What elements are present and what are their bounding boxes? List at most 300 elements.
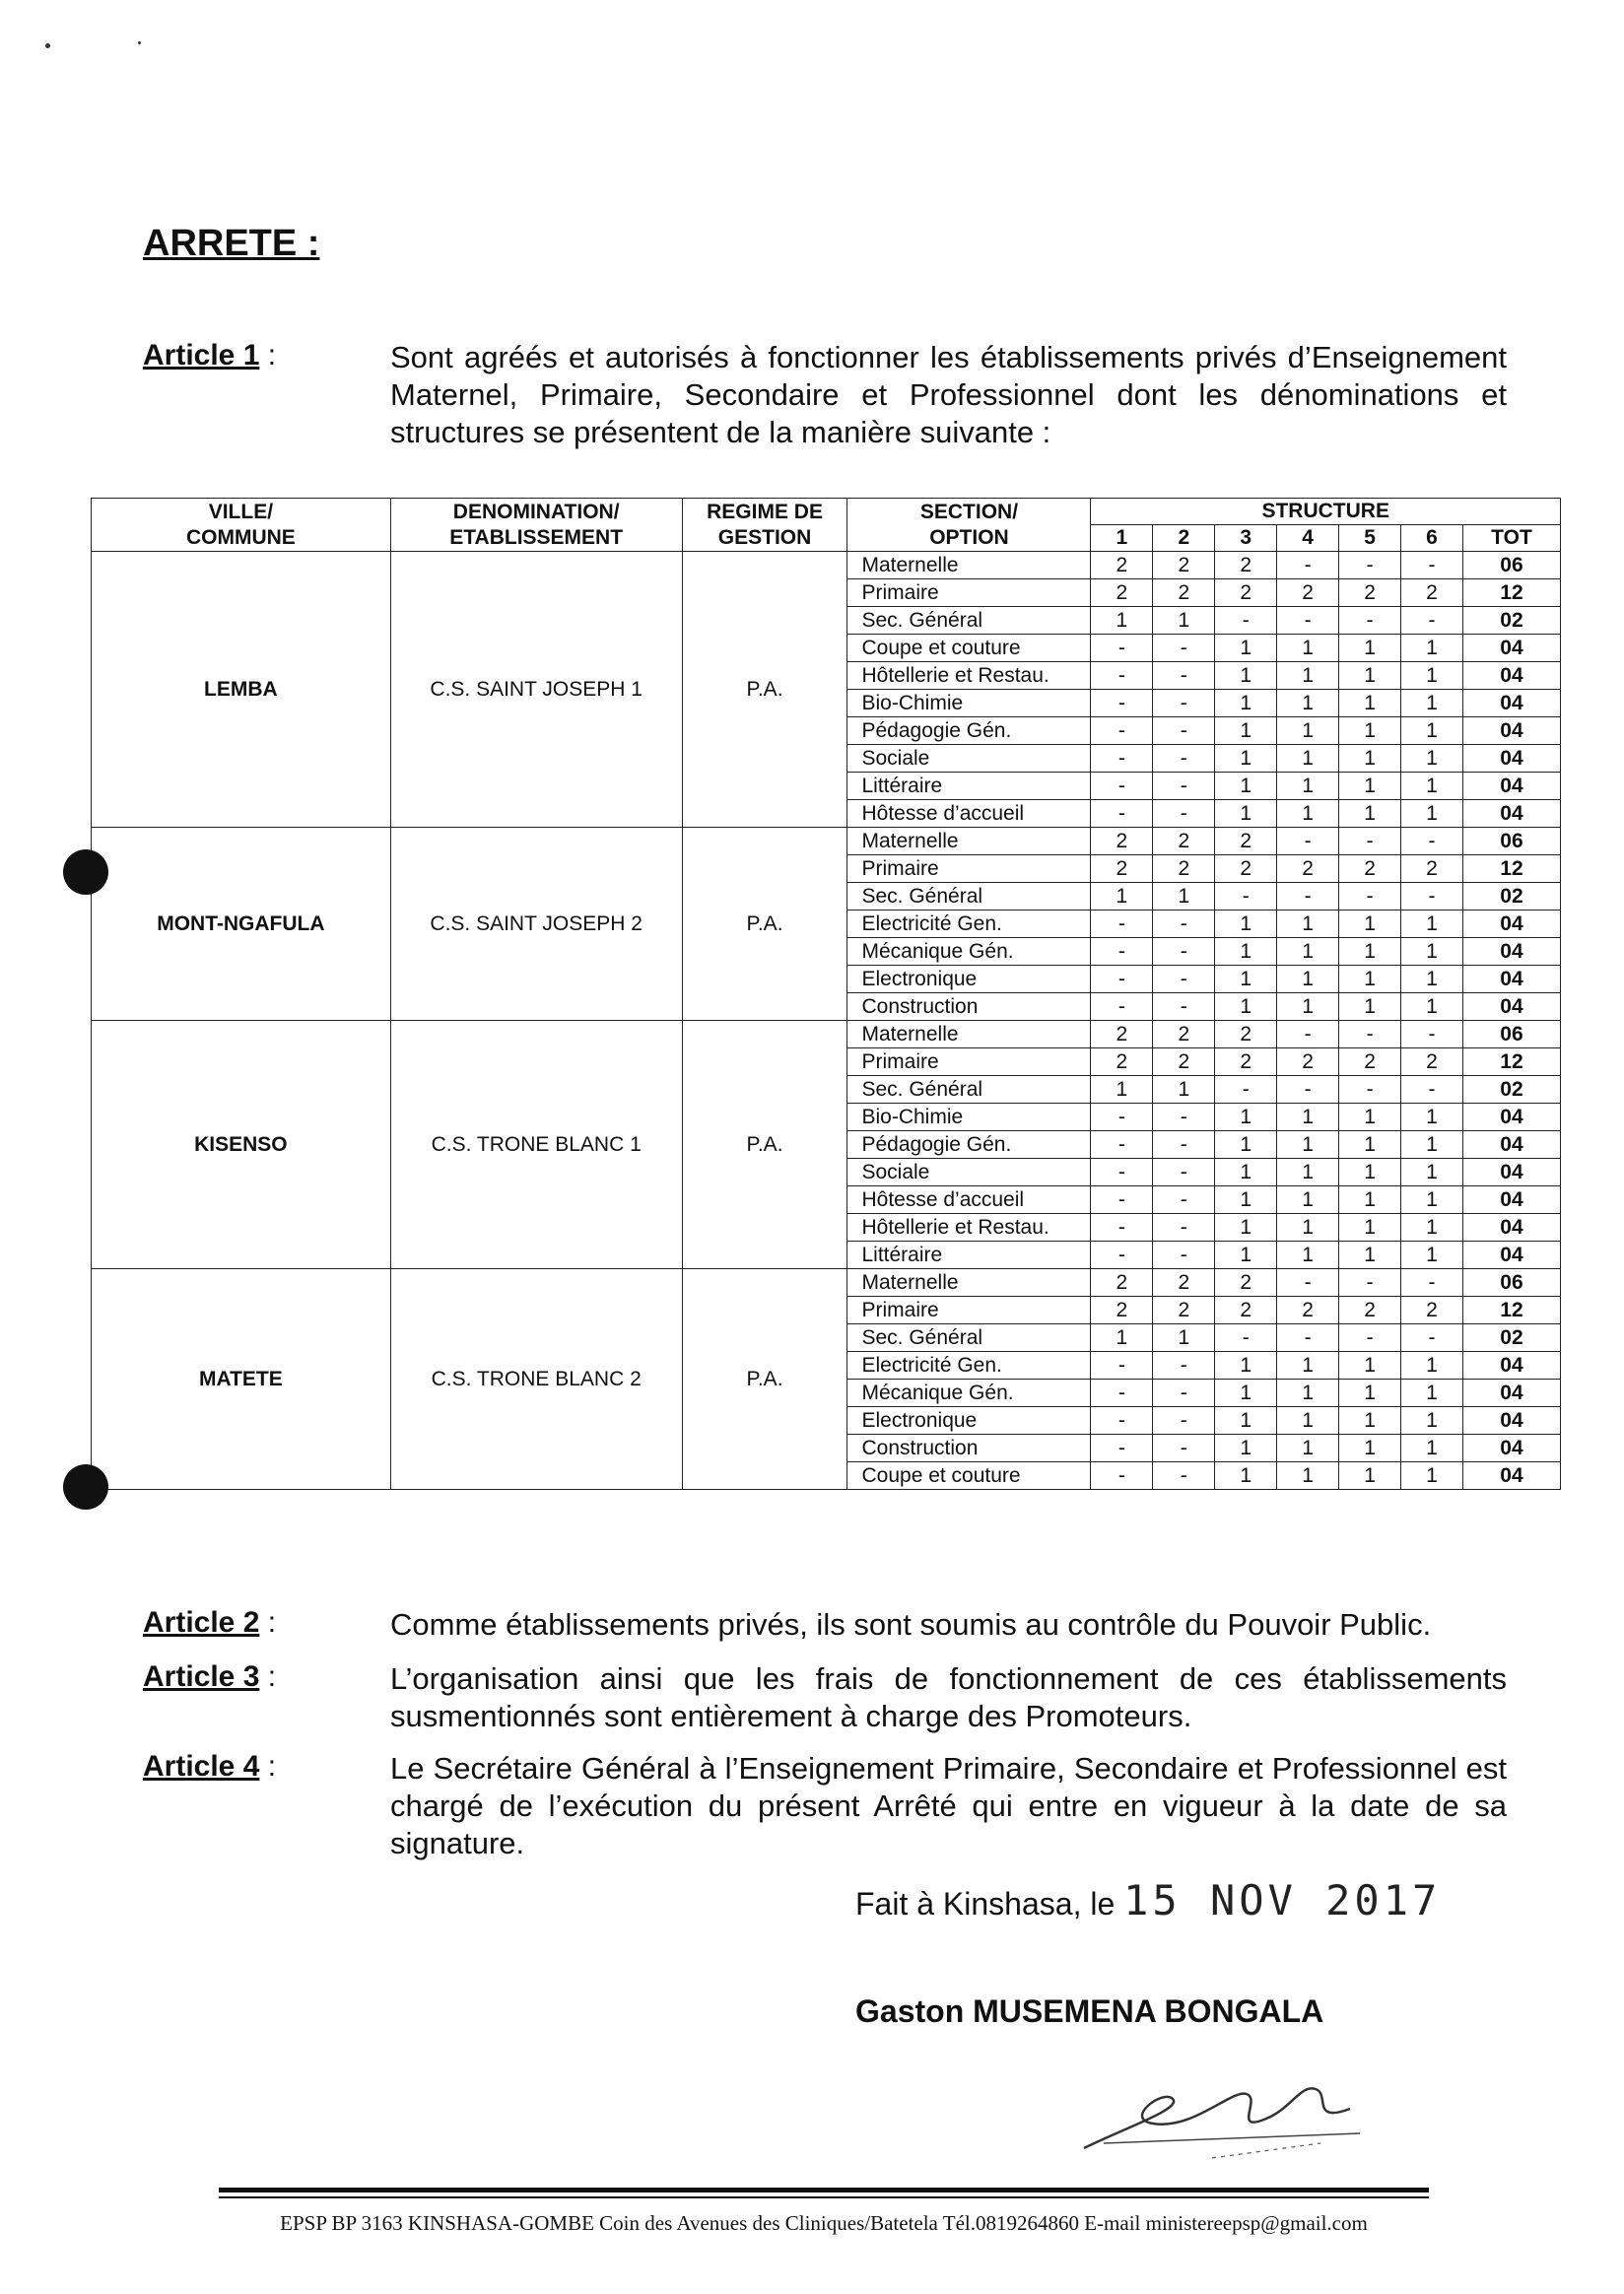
section-cell: Hôtesse d’accueil <box>847 1186 1091 1214</box>
section-cell: Construction <box>847 1435 1091 1462</box>
structure-cell: - <box>1153 745 1215 773</box>
structure-cell: - <box>1091 1186 1153 1214</box>
section-cell: Hôtesse d’accueil <box>847 800 1091 828</box>
structure-cell: 1 <box>1339 1435 1401 1462</box>
table-row <box>92 552 1561 579</box>
structure-cell: - <box>1339 828 1401 855</box>
structure-cell: 2 <box>1153 1048 1215 1076</box>
structure-cell: - <box>1153 938 1215 966</box>
structure-cell: 1 <box>1401 745 1463 773</box>
total-cell: 04 <box>1462 1242 1560 1269</box>
total-cell: 12 <box>1462 1048 1560 1076</box>
structure-cell: 2 <box>1153 855 1215 883</box>
scan-speck <box>45 43 50 48</box>
structure-cell: - <box>1091 745 1153 773</box>
structure-cell: 1 <box>1215 1380 1277 1407</box>
structure-cell: 1 <box>1401 1352 1463 1380</box>
structure-cell: 2 <box>1091 1048 1153 1076</box>
structure-cell: - <box>1339 607 1401 635</box>
structure-cell: - <box>1091 993 1153 1021</box>
structure-cell: - <box>1153 717 1215 745</box>
structure-cell: 2 <box>1215 1269 1277 1297</box>
section-cell: Hôtellerie et Restau. <box>847 662 1091 690</box>
structure-cell: 1 <box>1277 1380 1339 1407</box>
total-cell: 12 <box>1462 1297 1560 1324</box>
structure-cell: 1 <box>1277 966 1339 993</box>
structure-cell: 1 <box>1401 993 1463 1021</box>
section-cell: Maternelle <box>847 1269 1091 1297</box>
structure-cell: 1 <box>1215 1214 1277 1242</box>
structure-cell: 2 <box>1401 1297 1463 1324</box>
structure-cell: 2 <box>1153 579 1215 607</box>
ville-cell: KISENSO <box>92 1021 391 1269</box>
article-2-text: Comme établissements privés, ils sont soumis au contrôle du Pouvoir Public. <box>390 1607 1432 1642</box>
structure-cell: 2 <box>1277 855 1339 883</box>
structure-cell: 1 <box>1401 1104 1463 1131</box>
total-cell: 12 <box>1462 855 1560 883</box>
structure-cell: - <box>1091 1407 1153 1435</box>
section-cell: Bio-Chimie <box>847 690 1091 717</box>
structure-cell: 1 <box>1277 690 1339 717</box>
ville-cell: MATETE <box>92 1269 391 1490</box>
structure-cell: 1 <box>1339 1462 1401 1490</box>
structure-cell: - <box>1277 883 1339 911</box>
total-cell: 04 <box>1462 773 1560 800</box>
structure-cell: 2 <box>1153 552 1215 579</box>
header-section: SECTION/ OPTION <box>847 499 1091 552</box>
structure-cell: 2 <box>1401 855 1463 883</box>
structure-cell: 1 <box>1401 717 1463 745</box>
structure-cell: 1 <box>1091 883 1153 911</box>
article-2-label: Article 2 : <box>143 1606 277 1639</box>
structure-cell: - <box>1091 773 1153 800</box>
structure-cell: 1 <box>1401 1186 1463 1214</box>
total-cell: 04 <box>1462 717 1560 745</box>
structure-cell: 1 <box>1215 1407 1277 1435</box>
structure-cell: 1 <box>1215 800 1277 828</box>
total-cell: 04 <box>1462 911 1560 938</box>
structure-cell: 1 <box>1215 1242 1277 1269</box>
section-cell: Maternelle <box>847 828 1091 855</box>
structure-cell: - <box>1153 1131 1215 1159</box>
structure-cell: 1 <box>1215 1435 1277 1462</box>
structure-cell: 2 <box>1091 828 1153 855</box>
total-cell: 04 <box>1462 938 1560 966</box>
structure-cell: 1 <box>1277 635 1339 662</box>
structure-cell: - <box>1091 690 1153 717</box>
structure-cell: - <box>1277 1269 1339 1297</box>
article-3-text: L’organisation ainsi que les frais de fonctionnement de ces établissements susmentionnés sont entièrement à charge des Promoteurs. <box>390 1661 1507 1733</box>
structure-cell: 2 <box>1091 1297 1153 1324</box>
structure-cell: 1 <box>1339 745 1401 773</box>
structure-cell: - <box>1091 662 1153 690</box>
date-stamp: 15 NOV 2017 <box>1123 1876 1442 1924</box>
structure-cell: - <box>1401 1021 1463 1048</box>
ville-cell: LEMBA <box>92 552 391 828</box>
section-cell: Mécanique Gén. <box>847 1380 1091 1407</box>
place-and-date <box>855 1876 1441 1924</box>
header-col-6: 6 <box>1401 525 1463 552</box>
structure-cell: 1 <box>1277 938 1339 966</box>
section-cell: Mécanique Gén. <box>847 938 1091 966</box>
total-cell: 02 <box>1462 883 1560 911</box>
structure-cell: 2 <box>1339 1048 1401 1076</box>
table-row <box>92 828 1561 855</box>
structure-cell: - <box>1091 1380 1153 1407</box>
structure-cell: - <box>1153 966 1215 993</box>
structure-cell: - <box>1153 1380 1215 1407</box>
structure-cell: - <box>1091 717 1153 745</box>
section-cell: Coupe et couture <box>847 635 1091 662</box>
total-cell: 04 <box>1462 1407 1560 1435</box>
section-cell: Sociale <box>847 745 1091 773</box>
total-cell: 04 <box>1462 1462 1560 1490</box>
denomination-cell: C.S. TRONE BLANC 2 <box>390 1269 682 1490</box>
structure-cell: 1 <box>1215 1462 1277 1490</box>
total-cell: 06 <box>1462 828 1560 855</box>
structure-cell: - <box>1153 690 1215 717</box>
structure-cell: 1 <box>1277 773 1339 800</box>
article-1-label: Article 1 : <box>143 339 277 371</box>
binder-hole <box>63 849 108 895</box>
structure-cell: - <box>1339 1021 1401 1048</box>
structure-cell: - <box>1277 1076 1339 1104</box>
structure-cell: - <box>1339 552 1401 579</box>
structure-cell: - <box>1215 607 1277 635</box>
structure-cell: 2 <box>1091 552 1153 579</box>
structure-cell: 1 <box>1401 938 1463 966</box>
structure-cell: - <box>1153 1104 1215 1131</box>
structure-cell: - <box>1091 938 1153 966</box>
total-cell: 04 <box>1462 635 1560 662</box>
structure-cell: 2 <box>1153 828 1215 855</box>
header-regime: REGIME DE GESTION <box>682 499 847 552</box>
total-cell: 04 <box>1462 1131 1560 1159</box>
section-cell: Sec. Général <box>847 1076 1091 1104</box>
article-1-text: Sont agréés et autorisés à fonctionner les établissements privés d’Enseignement Maternel, Primaire, Secondaire et Professionnel dont les dénominations et structures se présentent de la manière suivante : <box>390 340 1507 449</box>
structure-cell: - <box>1215 883 1277 911</box>
header-col-3: 3 <box>1215 525 1277 552</box>
structure-cell: 1 <box>1401 1159 1463 1186</box>
structure-cell: - <box>1153 1462 1215 1490</box>
regime-cell: P.A. <box>682 1021 847 1269</box>
total-cell: 04 <box>1462 1186 1560 1214</box>
structure-cell: 2 <box>1153 1021 1215 1048</box>
section-cell: Electronique <box>847 1407 1091 1435</box>
structure-cell: 1 <box>1277 1159 1339 1186</box>
section-cell: Electronique <box>847 966 1091 993</box>
structure-cell: 2 <box>1215 828 1277 855</box>
structure-cell: - <box>1153 1214 1215 1242</box>
structure-cell: - <box>1153 911 1215 938</box>
structure-cell: - <box>1153 1159 1215 1186</box>
structure-cell: 1 <box>1215 1131 1277 1159</box>
ville-cell: MONT-NGAFULA <box>92 828 391 1021</box>
section-cell: Maternelle <box>847 1021 1091 1048</box>
structure-cell: 2 <box>1091 1269 1153 1297</box>
structure-cell: - <box>1339 1324 1401 1352</box>
structure-cell: - <box>1091 1159 1153 1186</box>
regime-cell: P.A. <box>682 1269 847 1490</box>
structure-cell: 1 <box>1215 1352 1277 1380</box>
section-cell: Primaire <box>847 1297 1091 1324</box>
place-text: Fait à Kinshasa, le <box>855 1886 1116 1922</box>
header-col-4: 4 <box>1277 525 1339 552</box>
total-cell: 02 <box>1462 1076 1560 1104</box>
structure-cell: 2 <box>1091 579 1153 607</box>
structure-cell: - <box>1401 883 1463 911</box>
total-cell: 06 <box>1462 552 1560 579</box>
structure-cell: 1 <box>1339 1407 1401 1435</box>
structure-cell: 1 <box>1277 1214 1339 1242</box>
structure-cell: 1 <box>1277 662 1339 690</box>
table-row <box>92 1269 1561 1297</box>
structure-cell: 2 <box>1277 1297 1339 1324</box>
structure-cell: 1 <box>1277 1242 1339 1269</box>
structure-cell: 1 <box>1339 690 1401 717</box>
structure-cell: 2 <box>1277 1048 1339 1076</box>
structure-cell: 1 <box>1153 1324 1215 1352</box>
article-4-label: Article 4 : <box>143 1750 277 1783</box>
footer-rule <box>219 2196 1429 2198</box>
structure-cell: 1 <box>1401 773 1463 800</box>
signer-name: Gaston MUSEMENA BONGALA <box>855 1993 1324 2029</box>
structure-cell: 2 <box>1401 579 1463 607</box>
structure-cell: 1 <box>1091 1076 1153 1104</box>
total-cell: 06 <box>1462 1269 1560 1297</box>
total-cell: 02 <box>1462 607 1560 635</box>
structure-cell: - <box>1215 1324 1277 1352</box>
denomination-cell: C.S. SAINT JOSEPH 2 <box>390 828 682 1021</box>
structure-cell: 2 <box>1339 1297 1401 1324</box>
total-cell: 12 <box>1462 579 1560 607</box>
structure-cell: 1 <box>1277 1462 1339 1490</box>
structure-cell: 1 <box>1401 1380 1463 1407</box>
section-cell: Coupe et couture <box>847 1462 1091 1490</box>
regime-cell: P.A. <box>682 552 847 828</box>
structure-cell: 1 <box>1401 1435 1463 1462</box>
structure-cell: 1 <box>1401 635 1463 662</box>
structure-cell: - <box>1091 1214 1153 1242</box>
structure-cell: 2 <box>1153 1297 1215 1324</box>
total-cell: 04 <box>1462 690 1560 717</box>
structure-cell: - <box>1153 1352 1215 1380</box>
structure-cell: - <box>1091 800 1153 828</box>
structure-cell: 1 <box>1401 1242 1463 1269</box>
total-cell: 04 <box>1462 1214 1560 1242</box>
structure-cell: - <box>1153 1407 1215 1435</box>
structure-cell: 1 <box>1215 635 1277 662</box>
structure-cell: 1 <box>1153 1076 1215 1104</box>
structure-cell: 2 <box>1215 552 1277 579</box>
structure-cell: 2 <box>1215 1021 1277 1048</box>
structure-cell: 1 <box>1277 1131 1339 1159</box>
structure-cell: - <box>1153 993 1215 1021</box>
structure-cell: - <box>1153 1242 1215 1269</box>
structure-cell: 1 <box>1215 911 1277 938</box>
section-cell: Electricité Gen. <box>847 1352 1091 1380</box>
structure-cell: - <box>1153 773 1215 800</box>
structure-cell: 1 <box>1401 1462 1463 1490</box>
structure-cell: 1 <box>1277 745 1339 773</box>
structure-cell: 1 <box>1339 938 1401 966</box>
header-col-tot: TOT <box>1462 525 1560 552</box>
denomination-cell: C.S. SAINT JOSEPH 1 <box>390 552 682 828</box>
header-col-1: 1 <box>1091 525 1153 552</box>
header-structure: STRUCTURE <box>1091 499 1561 525</box>
table-row <box>92 1021 1561 1048</box>
structure-cell: 1 <box>1339 1380 1401 1407</box>
total-cell: 04 <box>1462 662 1560 690</box>
structure-cell: - <box>1277 1324 1339 1352</box>
scan-speck <box>138 41 141 44</box>
footer-address: EPSP BP 3163 KINSHASA-GOMBE Coin des Avenues des Cliniques/Batetela Tél.0819264860 E-mail ministereepsp@gmail.com <box>280 2211 1368 2235</box>
section-cell: Maternelle <box>847 552 1091 579</box>
section-cell: Littéraire <box>847 1242 1091 1269</box>
header-denomination: DENOMINATION/ ETABLISSEMENT <box>390 499 682 552</box>
structure-cell: 2 <box>1215 1048 1277 1076</box>
structure-cell: 2 <box>1215 579 1277 607</box>
structure-cell: 1 <box>1339 1352 1401 1380</box>
structure-cell: - <box>1153 1435 1215 1462</box>
structure-cell: 1 <box>1153 607 1215 635</box>
structure-cell: 2 <box>1091 855 1153 883</box>
structure-cell: 1 <box>1339 1242 1401 1269</box>
total-cell: 04 <box>1462 800 1560 828</box>
structure-cell: 2 <box>1091 1021 1153 1048</box>
header-ville: VILLE/ COMMUNE <box>92 499 391 552</box>
structure-cell: - <box>1277 1021 1339 1048</box>
structure-cell: 1 <box>1401 1214 1463 1242</box>
section-cell: Pédagogie Gén. <box>847 1131 1091 1159</box>
structure-cell: 1 <box>1215 938 1277 966</box>
section-cell: Pédagogie Gén. <box>847 717 1091 745</box>
structure-cell: 2 <box>1277 579 1339 607</box>
structure-cell: 1 <box>1339 911 1401 938</box>
section-cell: Electricité Gen. <box>847 911 1091 938</box>
structure-cell: 1 <box>1401 1407 1463 1435</box>
section-cell: Sec. Général <box>847 607 1091 635</box>
structure-cell: - <box>1091 1462 1153 1490</box>
structure-cell: 1 <box>1215 1186 1277 1214</box>
structure-cell: 1 <box>1277 717 1339 745</box>
structure-cell: 1 <box>1277 1407 1339 1435</box>
structure-cell: 1 <box>1091 607 1153 635</box>
structure-cell: - <box>1401 1324 1463 1352</box>
footer-rule <box>219 2188 1429 2193</box>
structure-cell: 1 <box>1401 690 1463 717</box>
structure-cell: 2 <box>1339 855 1401 883</box>
structure-cell: 1 <box>1277 993 1339 1021</box>
section-cell: Hôtellerie et Restau. <box>847 1214 1091 1242</box>
structure-cell: 2 <box>1401 1048 1463 1076</box>
total-cell: 02 <box>1462 1324 1560 1352</box>
structure-cell: 1 <box>1339 773 1401 800</box>
structure-cell: - <box>1091 966 1153 993</box>
structure-cell: 1 <box>1339 1104 1401 1131</box>
structure-cell: - <box>1339 1076 1401 1104</box>
structure-cell: 1 <box>1215 1104 1277 1131</box>
regime-cell: P.A. <box>682 828 847 1021</box>
structure-cell: - <box>1091 1352 1153 1380</box>
structure-cell: - <box>1091 1242 1153 1269</box>
structure-cell: 2 <box>1215 1297 1277 1324</box>
structure-cell: - <box>1091 1131 1153 1159</box>
structure-cell: 1 <box>1215 1159 1277 1186</box>
structure-cell: 1 <box>1401 662 1463 690</box>
structure-cell: 1 <box>1277 1104 1339 1131</box>
structure-cell: 1 <box>1215 662 1277 690</box>
section-cell: Sociale <box>847 1159 1091 1186</box>
structure-cell: 1 <box>1339 717 1401 745</box>
structure-cell: 1 <box>1215 993 1277 1021</box>
structure-cell: 1 <box>1339 800 1401 828</box>
total-cell: 04 <box>1462 1104 1560 1131</box>
structure-cell: 1 <box>1277 1352 1339 1380</box>
structure-cell: - <box>1401 1269 1463 1297</box>
structure-cell: 1 <box>1215 717 1277 745</box>
structure-cell: - <box>1091 911 1153 938</box>
section-cell: Construction <box>847 993 1091 1021</box>
structure-cell: - <box>1091 1104 1153 1131</box>
section-cell: Bio-Chimie <box>847 1104 1091 1131</box>
structure-table <box>91 498 1561 1490</box>
structure-cell: - <box>1401 552 1463 579</box>
section-cell: Sec. Général <box>847 883 1091 911</box>
section-cell: Primaire <box>847 1048 1091 1076</box>
structure-cell: - <box>1153 800 1215 828</box>
section-cell: Primaire <box>847 579 1091 607</box>
structure-cell: 1 <box>1339 1159 1401 1186</box>
header-col-2: 2 <box>1153 525 1215 552</box>
structure-cell: - <box>1401 1076 1463 1104</box>
structure-cell: 1 <box>1339 1131 1401 1159</box>
header-col-5: 5 <box>1339 525 1401 552</box>
structure-cell: 2 <box>1215 855 1277 883</box>
structure-cell: - <box>1401 828 1463 855</box>
section-cell: Littéraire <box>847 773 1091 800</box>
total-cell: 04 <box>1462 966 1560 993</box>
section-cell: Primaire <box>847 855 1091 883</box>
structure-cell: 1 <box>1339 1214 1401 1242</box>
handwritten-signature <box>1064 2050 1389 2168</box>
structure-cell: 1 <box>1153 883 1215 911</box>
structure-cell: 1 <box>1277 1435 1339 1462</box>
total-cell: 04 <box>1462 1435 1560 1462</box>
decree-heading: ARRETE : <box>143 223 320 264</box>
structure-cell: 1 <box>1401 1131 1463 1159</box>
total-cell: 04 <box>1462 1380 1560 1407</box>
article-4-text: Le Secrétaire Général à l’Enseignement Primaire, Secondaire et Professionnel est chargé de l’exécution du présent Arrêté qui entre en vigueur à la date de sa signature. <box>390 1751 1507 1860</box>
structure-cell: - <box>1277 552 1339 579</box>
article-3-label: Article 3 : <box>143 1660 277 1693</box>
structure-cell: 1 <box>1091 1324 1153 1352</box>
structure-cell: 1 <box>1401 966 1463 993</box>
structure-cell: - <box>1153 662 1215 690</box>
structure-cell: - <box>1339 1269 1401 1297</box>
total-cell: 04 <box>1462 993 1560 1021</box>
structure-cell: 1 <box>1339 635 1401 662</box>
structure-cell: - <box>1277 828 1339 855</box>
total-cell: 04 <box>1462 745 1560 773</box>
structure-cell: 1 <box>1401 800 1463 828</box>
total-cell: 04 <box>1462 1159 1560 1186</box>
structure-cell: - <box>1153 1186 1215 1214</box>
structure-cell: 1 <box>1339 966 1401 993</box>
structure-cell: 1 <box>1215 745 1277 773</box>
structure-cell: - <box>1277 607 1339 635</box>
structure-cell: 1 <box>1215 690 1277 717</box>
